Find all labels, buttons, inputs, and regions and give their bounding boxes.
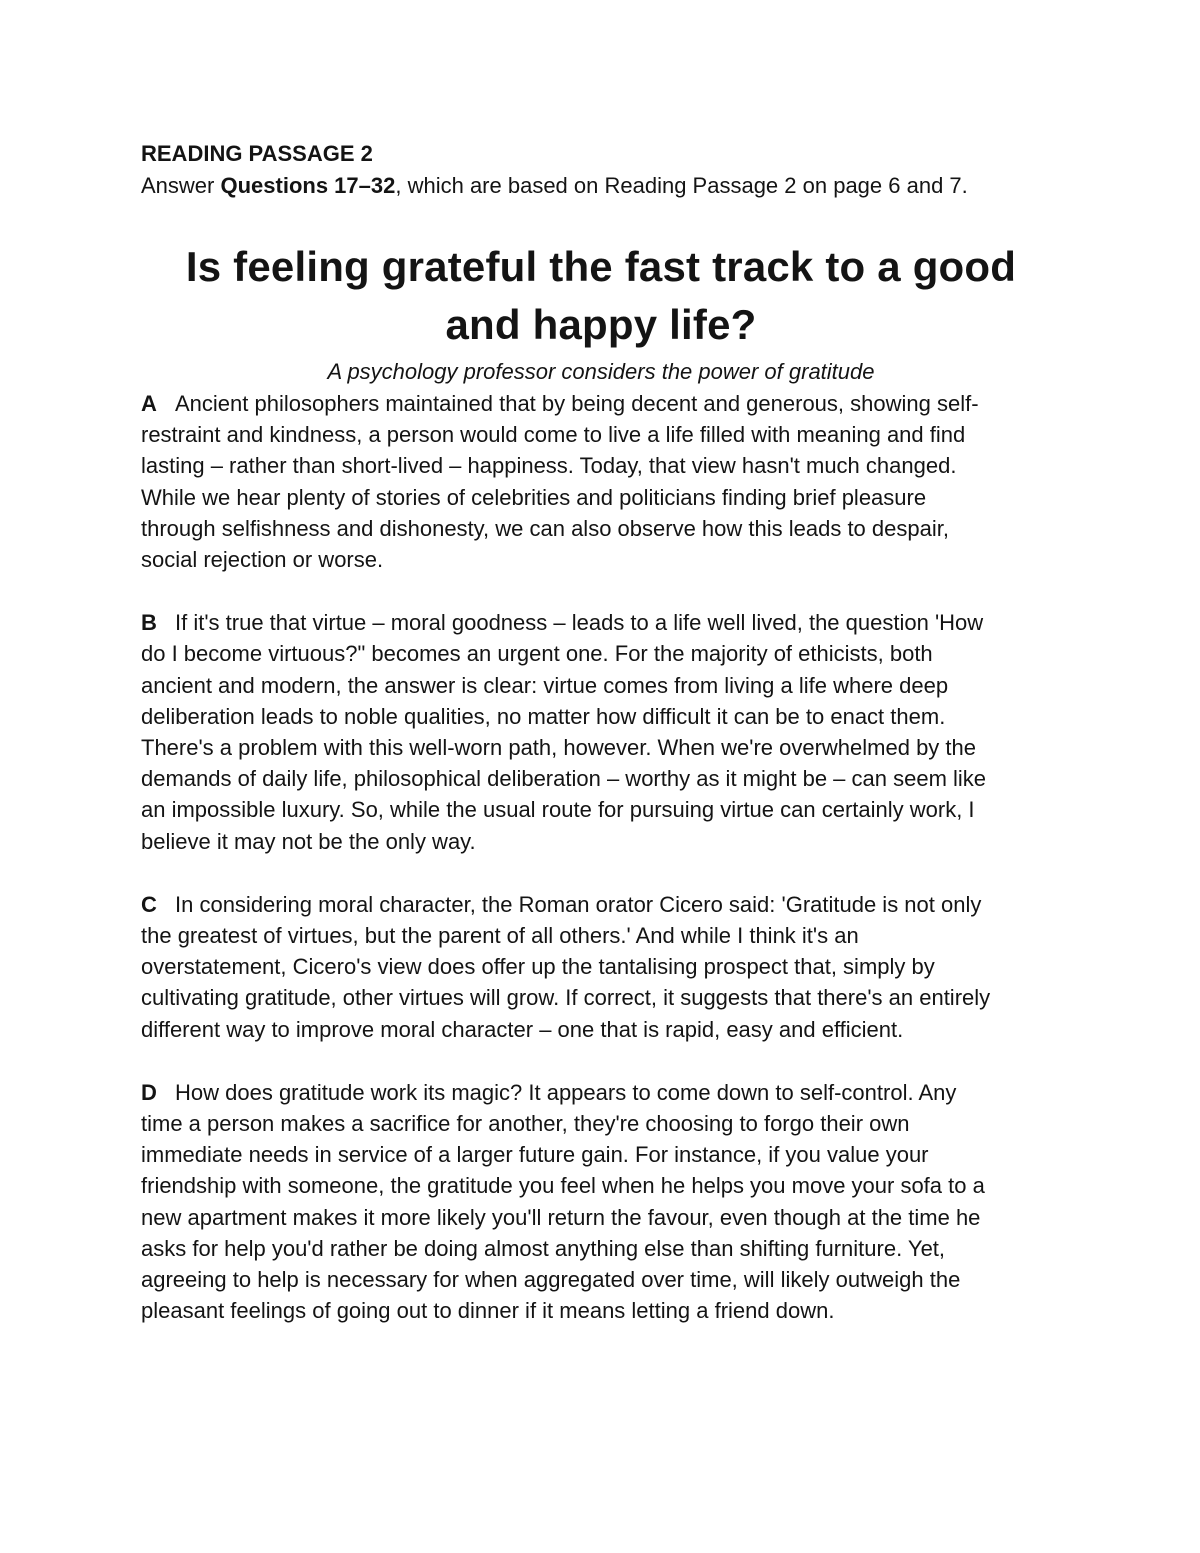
paragraph-letter: B <box>141 610 157 636</box>
paragraph-c <box>141 889 1061 1045</box>
paragraph-letter: A <box>141 391 157 416</box>
instruction-prefix: Answer <box>141 173 221 198</box>
paragraph-text: How does gratitude work its magic? It appears to come down to self-control. Any time a person makes a sacrifice for another, they're choosing to forgo their own immediate needs in service of a larger future gain. For instance, if you value your friendship with someone, the gratitude you feel when he helps you move your sofa to a new apartment makes it more likely you'll return the favour, even though at the time he asks for help you'd rather be doing almost anything else than shifting furniture. Yet, agreeing to help is necessary for when aggregated over time, will likely outweigh the pleasant feelings of going out to dinner if it means letting a friend down. <box>141 1079 985 1324</box>
paragraph-letter: D <box>141 1079 157 1105</box>
paragraph-d <box>141 1077 1061 1327</box>
paragraph-text: In considering moral character, the Roman orator Cicero said: 'Gratitude is not only the greatest of virtues, but the parent of all others.' And while I think it's an overstatement, Cicero's view does offer up the tantalising prospect that, simply by cultivating gratitude, other virtues will grow. If correct, it suggests that there's an entirely different way to improve moral character – one that is rapid, easy and efficient. <box>141 891 991 1042</box>
paragraph-text: If it's true that virtue – moral goodness – leads to a life well lived, the question 'How do I become virtuous?" becomes an urgent one. For the majority of ethicists, both ancient and modern, the answer is clear: virtue comes from living a life where deep deliberation leads to noble qualities, no matter how difficult it can be to enact them. There's a problem with this well-worn path, however. When we're overwhelmed by the demands of daily life, philosophical deliberation – worthy as it might be – can seem like an impossible luxury. So, while the usual route for pursuing virtue can certainly work, I believe it may not be the only way. <box>141 610 987 854</box>
instruction-line <box>141 170 1061 202</box>
paragraph-text: Ancient philosophers maintained that by being decent and generous, showing self- restraint and kindness, a person would come to live a life filled with meaning and find lasting – rather than short-lived – happiness. Today, that view hasn't much changed. While we hear plenty of stories of celebrities and politicians finding brief pleasure through selfishness and dishonesty, we can also observe how this leads to despair, social rejection or worse. <box>141 391 979 573</box>
paragraph-a <box>141 388 1061 575</box>
section-heading: READING PASSAGE 2 <box>141 141 373 166</box>
document-content <box>141 138 1061 1358</box>
paragraph-letter: C <box>141 891 157 917</box>
paragraph-b <box>141 607 1061 857</box>
article-subtitle: A psychology professor considers the power of gratitude <box>327 359 875 384</box>
article-title: Is feeling grateful the fast track to a good and happy life? <box>185 243 1017 348</box>
paragraph-list <box>141 388 1061 1326</box>
instruction-questions-range: Questions 17–32 <box>220 173 396 198</box>
instruction-suffix: , which are based on Reading Passage 2 on page 6 and 7. <box>395 173 968 198</box>
